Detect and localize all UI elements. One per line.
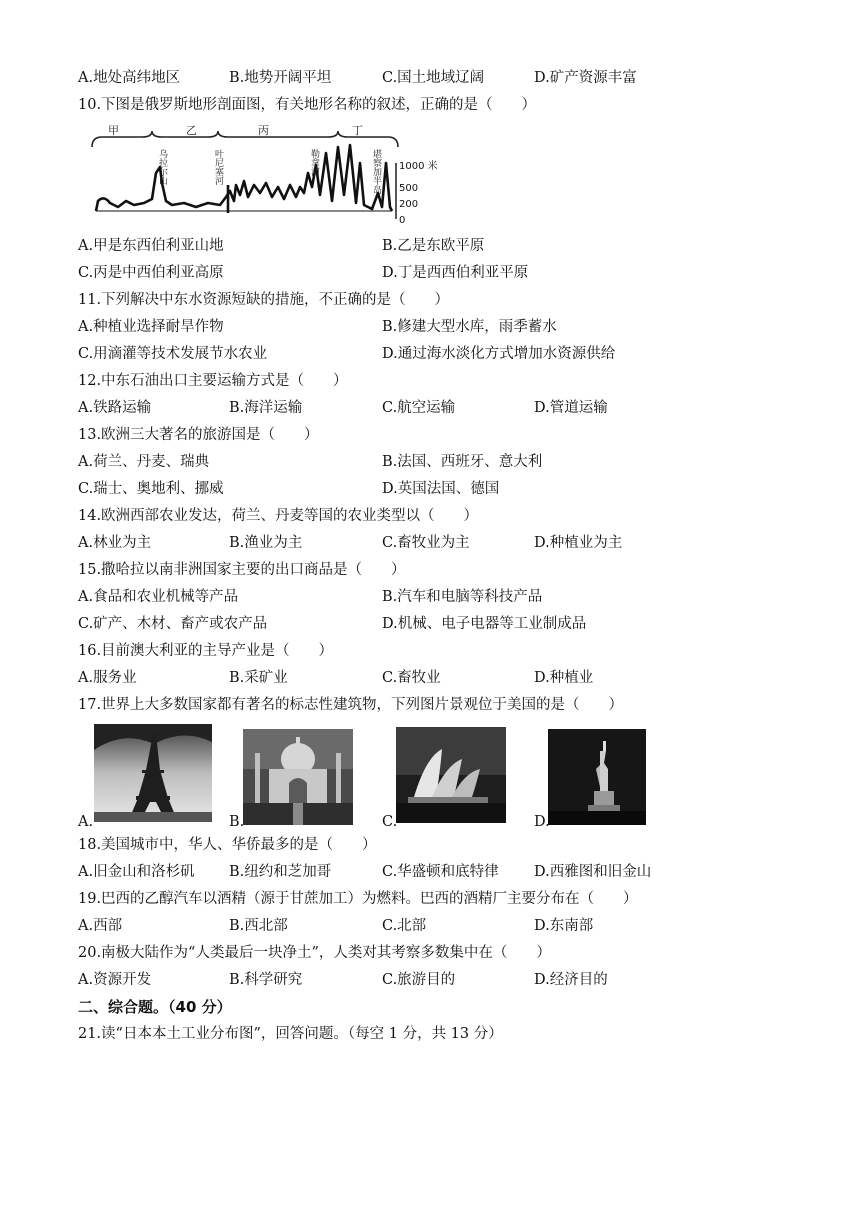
q15-option-c[interactable]: C.矿产、木材、畜产或农产品 <box>78 616 268 632</box>
q17-stem: 17.世界上大多数国家都有著名的标志性建筑物，下列图片景观位于美国的是（ ） <box>78 697 624 713</box>
q20-option-d[interactable]: D.经济目的 <box>534 972 608 988</box>
q19-option-b[interactable]: B.西北部 <box>229 918 288 934</box>
q16-option-d[interactable]: D.种植业 <box>534 670 594 686</box>
q14-option-a[interactable]: A.林业为主 <box>78 535 152 551</box>
q10-option-a[interactable]: A.甲是东西伯利亚山地 <box>78 238 224 254</box>
q20-stem: 20.南极大陆作为“人类最后一块净土”，人类对其考察多数集中在（ ） <box>78 945 551 961</box>
q20-option-c[interactable]: C.旅游目的 <box>382 972 456 988</box>
q18-option-d[interactable]: D.西雅图和旧金山 <box>534 864 652 880</box>
q14-stem: 14.欧洲西部农业发达，荷兰、丹麦等国的农业类型以（ ） <box>78 508 479 524</box>
q9-option-c[interactable]: C.国土地域辽阔 <box>382 70 485 86</box>
q18-stem: 18.美国城市中，华人、华侨最多的是（ ） <box>78 837 377 853</box>
q15-option-a[interactable]: A.食品和农业机械等产品 <box>78 589 239 605</box>
q12-option-c[interactable]: C.航空运输 <box>382 400 456 416</box>
eiffel-tower-photo[interactable] <box>94 724 212 822</box>
scale-1000: 1000 米 <box>399 161 438 172</box>
q17-option-b[interactable]: B. <box>229 814 245 830</box>
q13-option-c[interactable]: C.瑞士、奥地利、挪威 <box>78 481 224 497</box>
q19-stem: 19.巴西的乙醇汽车以酒精（源于甘蔗加工）为燃料。巴西的酒精厂主要分布在（ ） <box>78 891 638 907</box>
region-label-ding: 丁 <box>352 124 363 137</box>
q14-option-b[interactable]: B.渔业为主 <box>229 535 303 551</box>
russia-terrain-profile-diagram <box>88 123 448 227</box>
region-label-jia: 甲 <box>108 124 119 137</box>
q13-option-d[interactable]: D.英国法国、德国 <box>382 481 500 497</box>
q17-option-c[interactable]: C. <box>382 814 398 830</box>
q17-option-a[interactable]: A. <box>78 814 94 830</box>
q11-stem: 11.下列解决中东水资源短缺的措施，不正确的是（ ） <box>78 292 450 308</box>
q18-option-b[interactable]: B.纽约和芝加哥 <box>229 864 332 880</box>
peak-label-lena: 勒拿河 <box>309 149 319 176</box>
scale-500: 500 <box>399 183 419 194</box>
q9-option-a[interactable]: A.地处高纬地区 <box>78 70 181 86</box>
q10-stem: 10.下图是俄罗斯地形剖面图，有关地形名称的叙述，正确的是（ ） <box>78 97 537 113</box>
q20-option-a[interactable]: A.资源开发 <box>78 972 152 988</box>
q14-option-c[interactable]: C.畜牧业为主 <box>382 535 470 551</box>
q10-option-d[interactable]: D.丁是西西伯利亚平原 <box>382 265 529 281</box>
peak-label-yenisei: 叶尼塞河 <box>213 149 223 185</box>
q16-option-b[interactable]: B.采矿业 <box>229 670 288 686</box>
q9-option-b[interactable]: B.地势开阔平坦 <box>229 70 332 86</box>
region-label-bing: 丙 <box>258 124 269 137</box>
q10-option-c[interactable]: C.丙是中西伯利亚高原 <box>78 265 224 281</box>
q13-option-a[interactable]: A.荷兰、丹麦、瑞典 <box>78 454 210 470</box>
section-heading: 二、综合题。（40 分） <box>78 998 232 1016</box>
q16-option-a[interactable]: A.服务业 <box>78 670 137 686</box>
sydney-opera-house-photo[interactable] <box>396 727 506 823</box>
scale-200: 200 <box>399 199 419 210</box>
scale-0: 0 <box>399 215 406 226</box>
q12-option-d[interactable]: D.管道运输 <box>534 400 608 416</box>
q10-option-b[interactable]: B.乙是东欧平原 <box>382 238 485 254</box>
q11-option-a[interactable]: A.种植业选择耐旱作物 <box>78 319 224 335</box>
q12-stem: 12.中东石油出口主要运输方式是（ ） <box>78 373 348 389</box>
peak-label-ural: 乌拉尔山 <box>157 149 167 185</box>
q20-option-b[interactable]: B.科学研究 <box>229 972 303 988</box>
q11-option-d[interactable]: D.通过海水淡化方式增加水资源供给 <box>382 346 616 362</box>
q12-option-a[interactable]: A.铁路运输 <box>78 400 152 416</box>
q19-option-a[interactable]: A.西部 <box>78 918 123 934</box>
q11-option-b[interactable]: B.修建大型水库，雨季蓄水 <box>382 319 557 335</box>
q18-option-c[interactable]: C.华盛顿和底特律 <box>382 864 499 880</box>
q18-option-a[interactable]: A.旧金山和洛杉矶 <box>78 864 195 880</box>
q21-stem: 21.读“日本本土工业分布图”，回答问题。（每空 1 分，共 13 分） <box>78 1026 503 1042</box>
taj-mahal-photo[interactable] <box>243 729 353 825</box>
q19-option-d[interactable]: D.东南部 <box>534 918 594 934</box>
q16-option-c[interactable]: C.畜牧业 <box>382 670 441 686</box>
q15-option-d[interactable]: D.机械、电子电器等工业制成品 <box>382 616 587 632</box>
statue-of-liberty-photo[interactable] <box>548 729 646 825</box>
q15-stem: 15.撒哈拉以南非洲国家主要的出口商品是（ ） <box>78 562 406 578</box>
q17-option-d[interactable]: D. <box>534 814 550 830</box>
q9-option-d[interactable]: D.矿产资源丰富 <box>534 70 637 86</box>
q13-option-b[interactable]: B.法国、西班牙、意大利 <box>382 454 543 470</box>
q13-stem: 13.欧洲三大著名的旅游国是（ ） <box>78 427 319 443</box>
q11-option-c[interactable]: C.用滴灌等技术发展节水农业 <box>78 346 268 362</box>
q12-option-b[interactable]: B.海洋运输 <box>229 400 303 416</box>
peak-label-kamchatka: 堪察加半岛 <box>371 149 381 194</box>
region-label-yi: 乙 <box>186 124 197 137</box>
q14-option-d[interactable]: D.种植业为主 <box>534 535 623 551</box>
q16-stem: 16.目前澳大利亚的主导产业是（ ） <box>78 643 334 659</box>
q19-option-c[interactable]: C.北部 <box>382 918 427 934</box>
q15-option-b[interactable]: B.汽车和电脑等科技产品 <box>382 589 543 605</box>
